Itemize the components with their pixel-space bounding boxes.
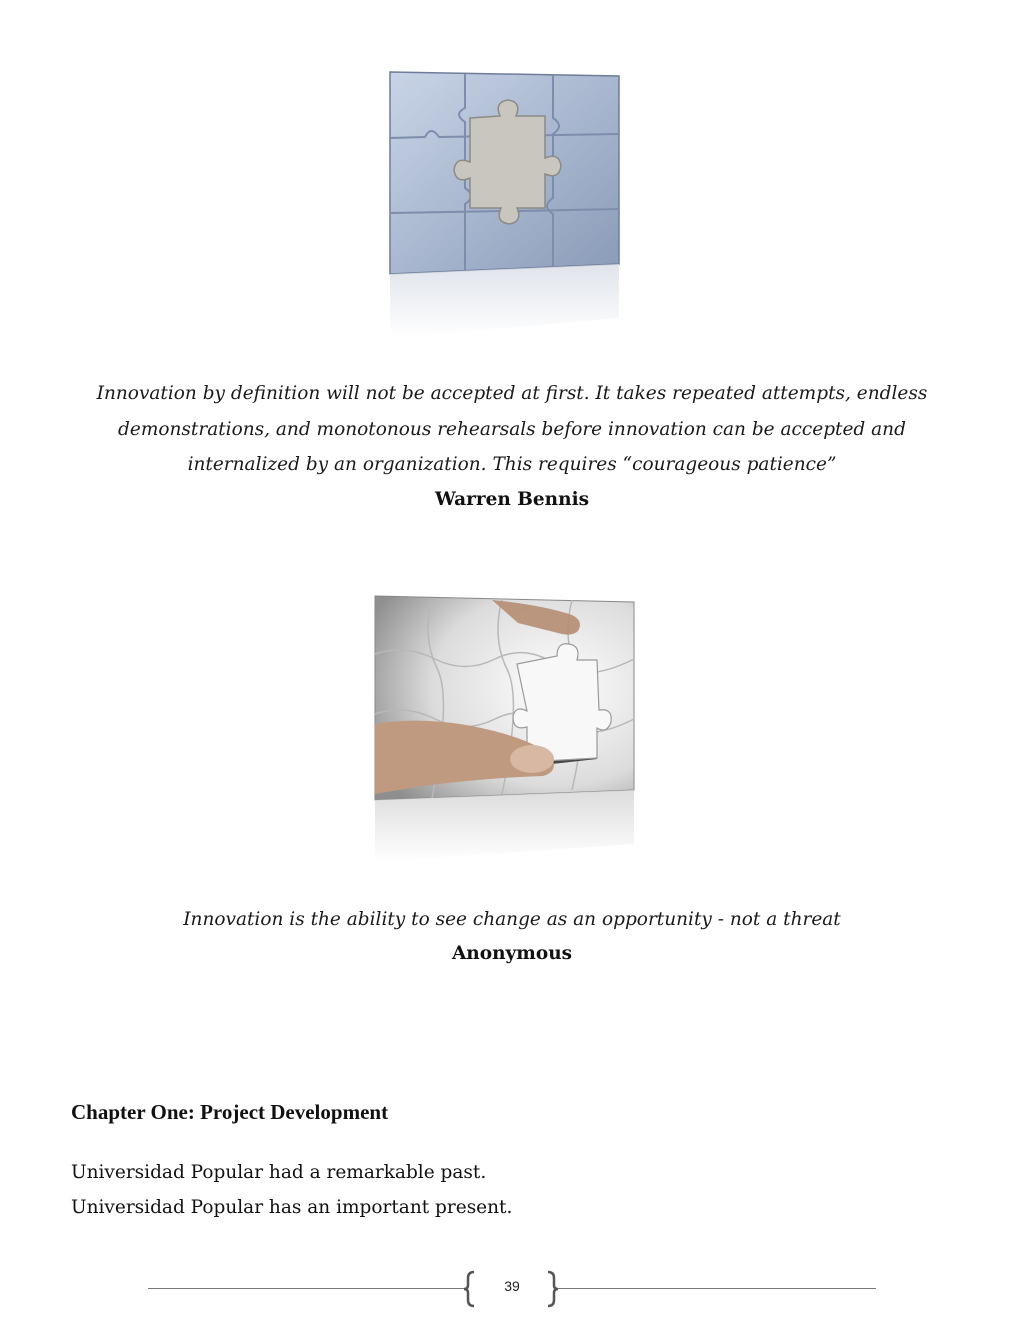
puzzle-missing-piece-image	[385, 68, 625, 343]
page-number-bracket-left	[462, 1270, 476, 1312]
quote-bennis	[60, 376, 964, 483]
paragraph: Universidad Popular had a remarkable past.	[71, 1162, 487, 1183]
footer-rule-left	[148, 1288, 468, 1289]
page-number: 39	[504, 1278, 520, 1294]
paragraph: Universidad Popular has an important present.	[71, 1197, 513, 1218]
page-number-bracket-right	[546, 1270, 560, 1312]
quote-line: internalized by an organization. This requires “courageous patience”	[187, 454, 837, 475]
footer-rule-right	[556, 1288, 876, 1289]
quote-line: demonstrations, and monotonous rehearsals before innovation can be accepted and	[118, 418, 906, 440]
quote-anonymous: Innovation is the ability to see change as an opportunity - not a threat	[183, 909, 841, 930]
chapter-heading: Chapter One: Project Development	[71, 1100, 389, 1124]
hand-puzzle-image	[372, 594, 637, 864]
quote-author: Anonymous	[451, 943, 573, 964]
quote-author: Warren Bennis	[434, 489, 590, 510]
quote-line: Innovation by definition will not be accepted at first. It takes repeated attempts, endless	[96, 383, 928, 404]
